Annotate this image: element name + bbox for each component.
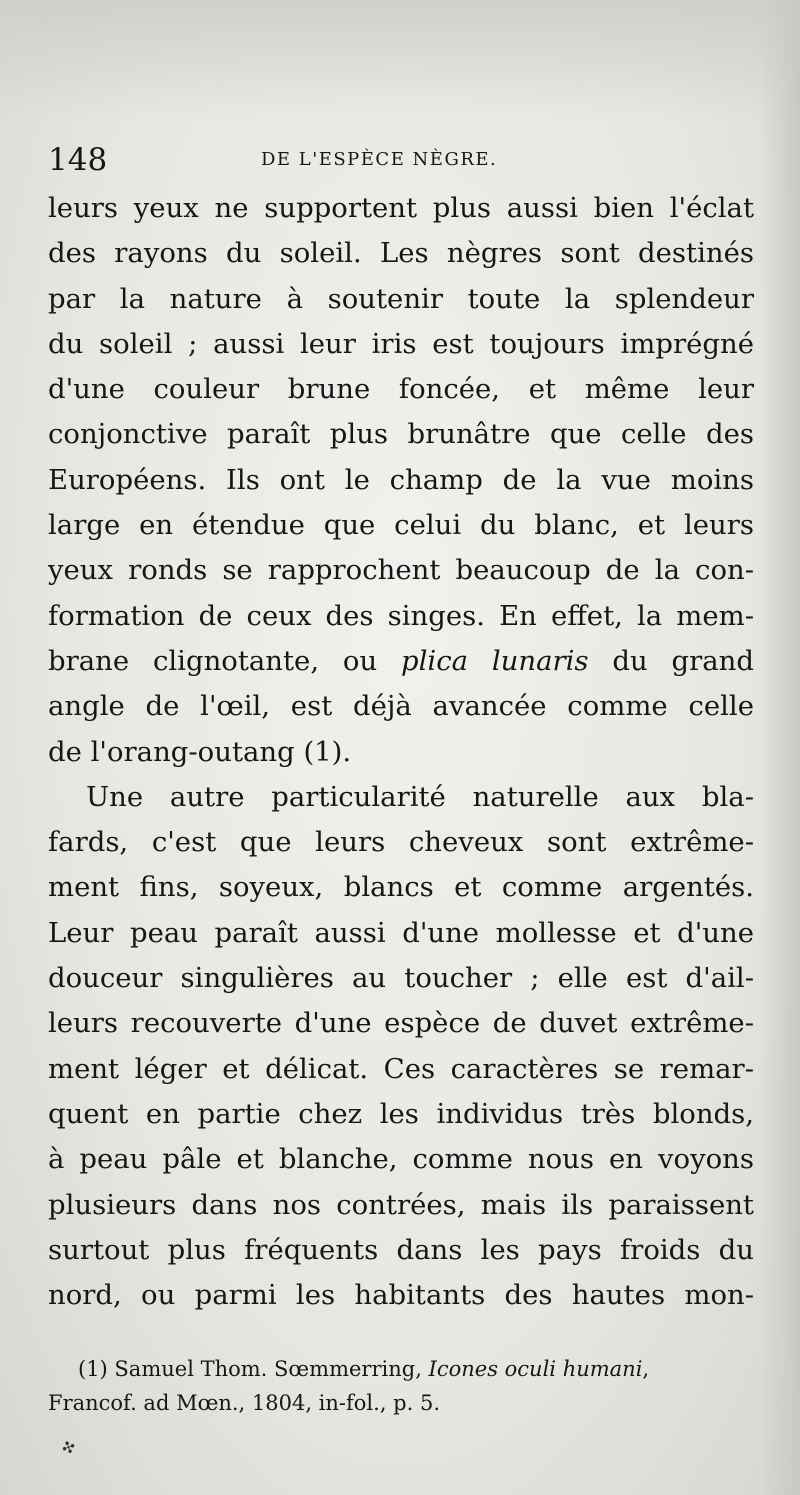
text-line: ment léger et délicat. Ces caractères se remar- xyxy=(48,1052,754,1085)
text-line: fards, c'est que leurs cheveux sont extrême- xyxy=(48,826,754,859)
text-line: Leur peau paraît aussi d'une mollesse et d'une xyxy=(48,916,754,949)
text-line: du soleil ; aussi leur iris est toujours imprégné xyxy=(48,327,754,360)
text-line: plusieurs dans nos contrées, mais ils paraissent xyxy=(48,1188,754,1221)
page-shadow-right xyxy=(760,0,800,1495)
footnote xyxy=(48,1352,754,1420)
footnote-line: Francof. ad Mœn., 1804, in-fol., p. 5. xyxy=(48,1391,441,1415)
text-line: yeux ronds se rapprochent beaucoup de la con- xyxy=(48,554,754,587)
text-line: douceur singulières au toucher ; elle est d'ail- xyxy=(48,962,754,995)
text-line: des rayons du soleil. Les nègres sont destinés xyxy=(48,237,754,270)
text-line: leurs yeux ne supportent plus aussi bien l'éclat xyxy=(48,192,754,224)
text-line: formation de ceux des singes. En effet, la mem- xyxy=(48,599,754,632)
page-shadow-top xyxy=(0,0,800,120)
running-head: DE L'ESPÈCE NÈGRE. xyxy=(261,149,498,170)
footnote-text: (1) Samuel Thom. Sœmmerring, xyxy=(78,1357,429,1381)
text-line: Européens. Ils ont le champ de la vue moins xyxy=(48,463,754,496)
text-line: ment fins, soyeux, blancs et comme argentés. xyxy=(48,871,754,904)
text-line: quent en partie chez les individus très blonds, xyxy=(48,1097,754,1130)
text-segment: brane clignotante, ou xyxy=(48,644,402,677)
text-line: de l'orang-outang (1). xyxy=(48,735,352,768)
page-header xyxy=(48,140,758,180)
printer-mark-icon: ✣ xyxy=(59,1436,79,1459)
text-segment: du grand xyxy=(588,644,754,677)
text-line: angle de l'œil, est déjà avancée comme celle xyxy=(48,690,754,723)
page-number: 148 xyxy=(48,142,108,178)
text-line: conjonctive paraît plus brunâtre que celle des xyxy=(48,418,754,451)
body-text xyxy=(48,186,754,1318)
paragraph-start-line: Une autre particularité naturelle aux bla- xyxy=(86,780,754,813)
footnote-italic-title: Icones oculi humani xyxy=(428,1357,643,1381)
text-line: surtout plus fréquents dans les pays froids du xyxy=(48,1233,754,1266)
footnote-line xyxy=(48,1352,754,1386)
text-line: leurs recouverte d'une espèce de duvet extrême- xyxy=(48,1007,754,1040)
text-line: à peau pâle et blanche, comme nous en voyons xyxy=(48,1143,754,1176)
text-line: par la nature à soutenir toute la splendeur xyxy=(48,282,754,315)
text-line: large en étendue que celui du blanc, et leurs xyxy=(48,509,754,542)
italic-term: plica lunaris xyxy=(401,644,589,677)
text-line: nord, ou parmi les habitants des hautes mon- xyxy=(48,1279,754,1312)
text-line-with-italic xyxy=(48,639,754,684)
footnote-punct: , xyxy=(642,1357,650,1381)
text-line: d'une couleur brune foncée, et même leur xyxy=(48,373,754,406)
